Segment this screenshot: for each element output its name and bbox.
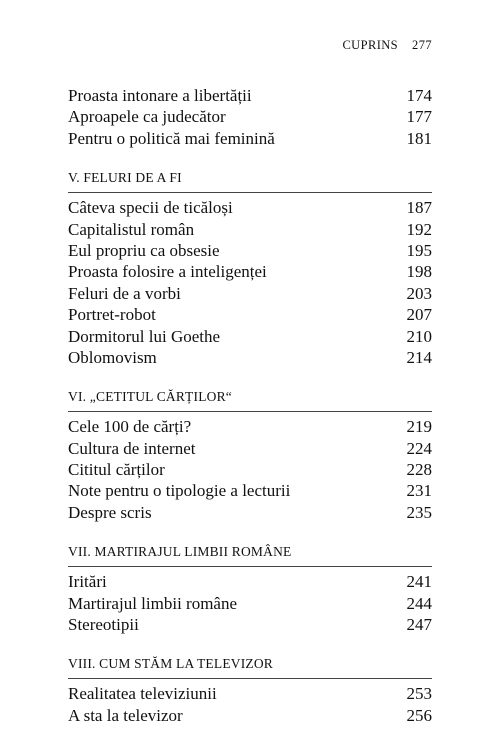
toc-entry [68,85,432,106]
toc-entry-page: 214 [406,347,432,367]
toc-entry-page: 244 [406,593,432,613]
toc-section-vii [68,540,432,635]
toc-section-v [68,166,432,368]
toc-entry-page: 210 [406,326,432,346]
toc-entry [68,347,432,368]
toc-entry-page: 235 [406,502,432,522]
toc-intro-list [68,85,432,149]
toc-entry-title: Oblomovism [68,347,157,367]
toc-entry-title: Dormitorul lui Goethe [68,326,221,346]
toc-entry-page: 174 [406,86,432,105]
toc-entry-title: Iritări [68,572,107,592]
toc-entry-title: Despre scris [68,502,152,522]
toc-entry [68,705,432,726]
toc-entry [68,683,432,704]
toc-entry-page: 187 [406,198,432,218]
section-title: VI. „CETITUL CĂRȚILOR“ [68,389,232,405]
toc-entry [68,438,432,459]
section-title: V. FELURI DE A FI [68,170,182,186]
section-divider [68,678,432,679]
toc-entry [68,283,432,304]
toc-entry [68,304,432,325]
toc-entry-page: 192 [406,219,432,239]
toc-entry-page: 207 [406,305,432,325]
toc-entry-page: 177 [406,107,432,127]
toc-entry-page: 228 [406,460,432,480]
toc-entry-page: 181 [406,128,432,148]
toc-entry-title: Aproapele ca judecător [68,107,226,127]
toc-entry [68,261,432,282]
toc-entry-title: Capitalistul român [68,219,195,239]
toc-entry-title: Stereotipii [68,615,139,635]
toc-entry-page: 219 [406,417,432,437]
toc-entry-title: Eul propriu ca obsesie [68,240,220,260]
toc-entry-title: Note pentru o tipologie a lecturii [68,481,291,501]
toc-entry-page: 253 [406,684,432,704]
toc-entry [68,502,432,523]
toc-entry-page: 231 [406,481,432,501]
table-of-contents [68,85,432,726]
toc-entry-title: Cele 100 de cărți? [68,417,192,437]
toc-entry-title: Cultura de internet [68,438,196,458]
toc-entry [68,480,432,501]
toc-entry [68,459,432,480]
section-title: VIII. CUM STĂM LA TELEVIZOR [68,656,274,672]
toc-entry-title: Câteva specii de ticăloși [68,198,233,218]
toc-entry-title: Feluri de a vorbi [68,283,181,303]
toc-entry [68,240,432,261]
toc-entry-title: Portret-robot [68,305,156,325]
toc-entry-title: A sta la televizor [68,705,183,725]
toc-entry-page: 247 [406,615,432,635]
toc-entry [68,326,432,347]
toc-entry [68,571,432,592]
toc-entry-title: Martirajul limbii române [68,593,238,613]
toc-entry-page: 241 [406,572,432,592]
toc-entry-page: 203 [406,283,432,303]
running-head-title: CUPRINS [342,38,399,52]
toc-section-viii [68,652,432,726]
toc-entry [68,416,432,437]
section-divider [68,192,432,193]
toc-entry-page: 224 [406,438,432,458]
toc-entry-page: 195 [406,240,432,260]
toc-entry [68,593,432,614]
toc-entry [68,197,432,218]
toc-entry-title: Proasta folosire a inteligenței [68,262,267,282]
section-title: VII. MARTIRAJUL LIMBII ROMÂNE [68,544,292,560]
toc-entry-title: Realitatea televiziunii [68,684,217,704]
running-head [342,38,432,53]
toc-entry-page: 198 [406,262,432,282]
toc-section-vi [68,385,432,523]
toc-entry-title: Cititul cărților [68,460,165,480]
toc-entry-page: 256 [406,705,432,725]
toc-entry [68,219,432,240]
toc-entry [68,614,432,635]
toc-entry [68,128,432,149]
toc-entry-title: Proasta intonare a libertății [68,86,252,105]
running-head-page-number: 277 [412,38,432,52]
toc-entry-title: Pentru o politică mai feminină [68,128,275,148]
toc-entry [68,106,432,127]
section-divider [68,411,432,412]
section-divider [68,566,432,567]
